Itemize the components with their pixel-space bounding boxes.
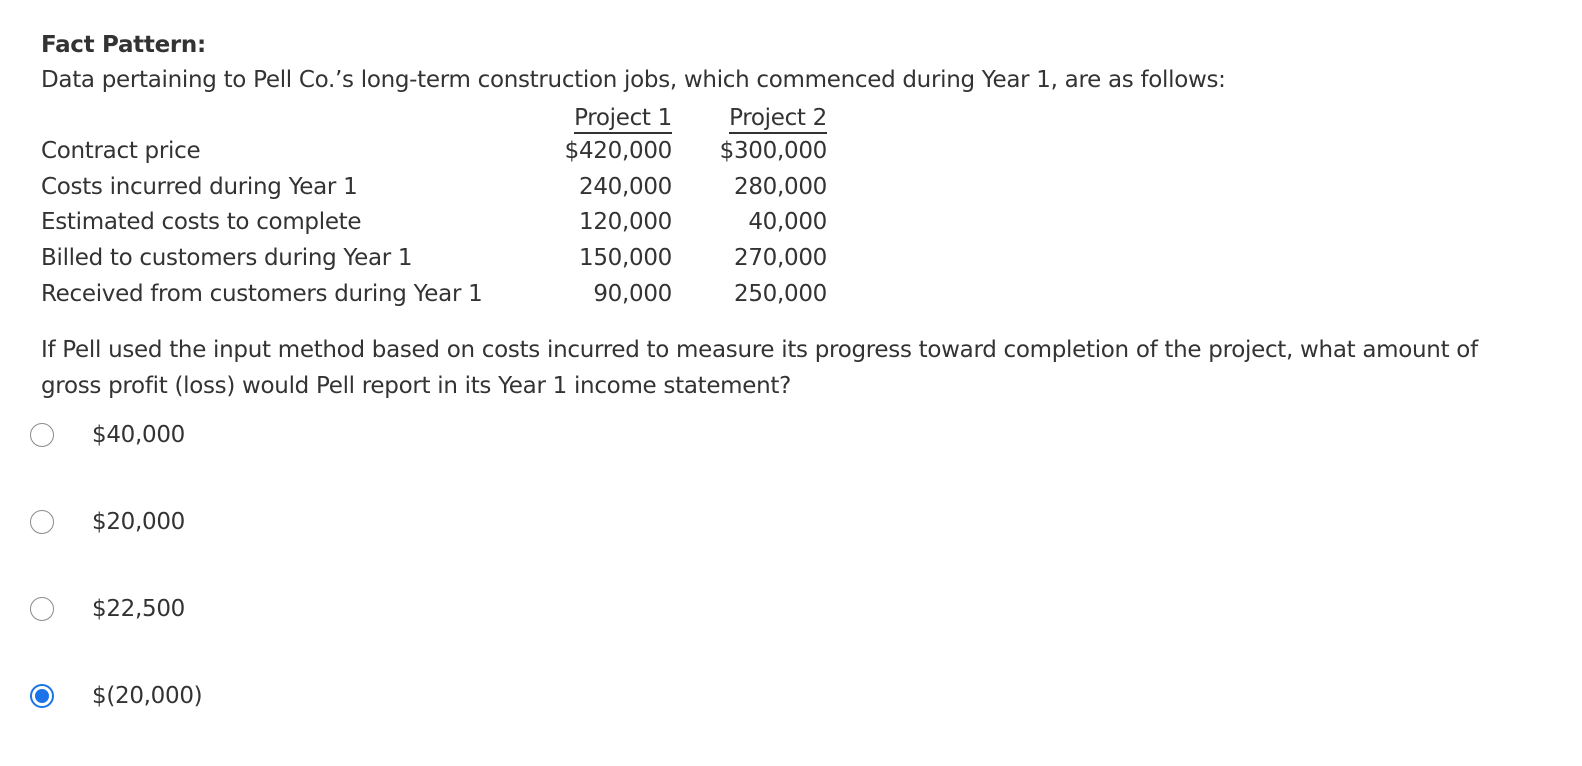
row-project-2-value: 40,000 (748, 209, 827, 236)
row-label: Costs incurred during Year 1 (41, 173, 358, 200)
table-row (41, 134, 827, 170)
answer-option-2[interactable] (30, 507, 185, 537)
radio-button[interactable] (30, 597, 54, 621)
table-row (41, 205, 827, 241)
question-text: If Pell used the input method based on costs incurred to measure its progress toward completion of the project, what amount of gross profit (loss) would Pell report in its Year 1 income statement? (41, 336, 1478, 399)
row-label: Contract price (41, 138, 201, 165)
row-label: Received from customers during Year 1 (41, 280, 483, 307)
project-data-table (41, 100, 827, 312)
table-row (41, 170, 827, 206)
answer-option-label: $20,000 (92, 509, 186, 535)
table-header-blank (41, 100, 561, 134)
table-header-project-1: Project 1 (561, 100, 675, 134)
row-project-1-value: $420,000 (564, 138, 672, 165)
row-project-2-value: 270,000 (733, 245, 827, 272)
answer-option-1[interactable] (30, 420, 185, 450)
row-label: Estimated costs to complete (41, 209, 362, 236)
row-project-1-value: 120,000 (578, 209, 672, 236)
radio-button[interactable] (30, 510, 54, 534)
fact-pattern-heading: Fact Pattern: (41, 32, 206, 58)
answer-option-label: $(20,000) (92, 683, 203, 709)
radio-button[interactable] (30, 423, 54, 447)
radio-button-selected[interactable] (30, 684, 54, 708)
row-project-2-value: 280,000 (733, 173, 827, 200)
table-row (41, 241, 827, 277)
row-project-1-value: 240,000 (578, 173, 672, 200)
table-header-row (41, 100, 827, 134)
table-header-project-2: Project 2 (717, 100, 827, 134)
row-project-1-value: 150,000 (578, 245, 672, 272)
fact-pattern-intro: Data pertaining to Pell Co.’s long-term construction jobs, which commenced during Year 1, are as follows: (41, 67, 1226, 93)
row-project-2-value: 250,000 (733, 280, 827, 307)
question-container (41, 28, 1541, 404)
table-row (41, 276, 827, 312)
row-label: Billed to customers during Year 1 (41, 245, 413, 272)
answer-option-label: $22,500 (92, 596, 186, 622)
answer-option-4[interactable] (30, 681, 202, 711)
answer-option-label: $40,000 (92, 422, 186, 448)
row-project-1-value: 90,000 (593, 280, 672, 307)
answer-option-3[interactable] (30, 594, 185, 624)
row-project-2-value: $300,000 (719, 138, 827, 165)
